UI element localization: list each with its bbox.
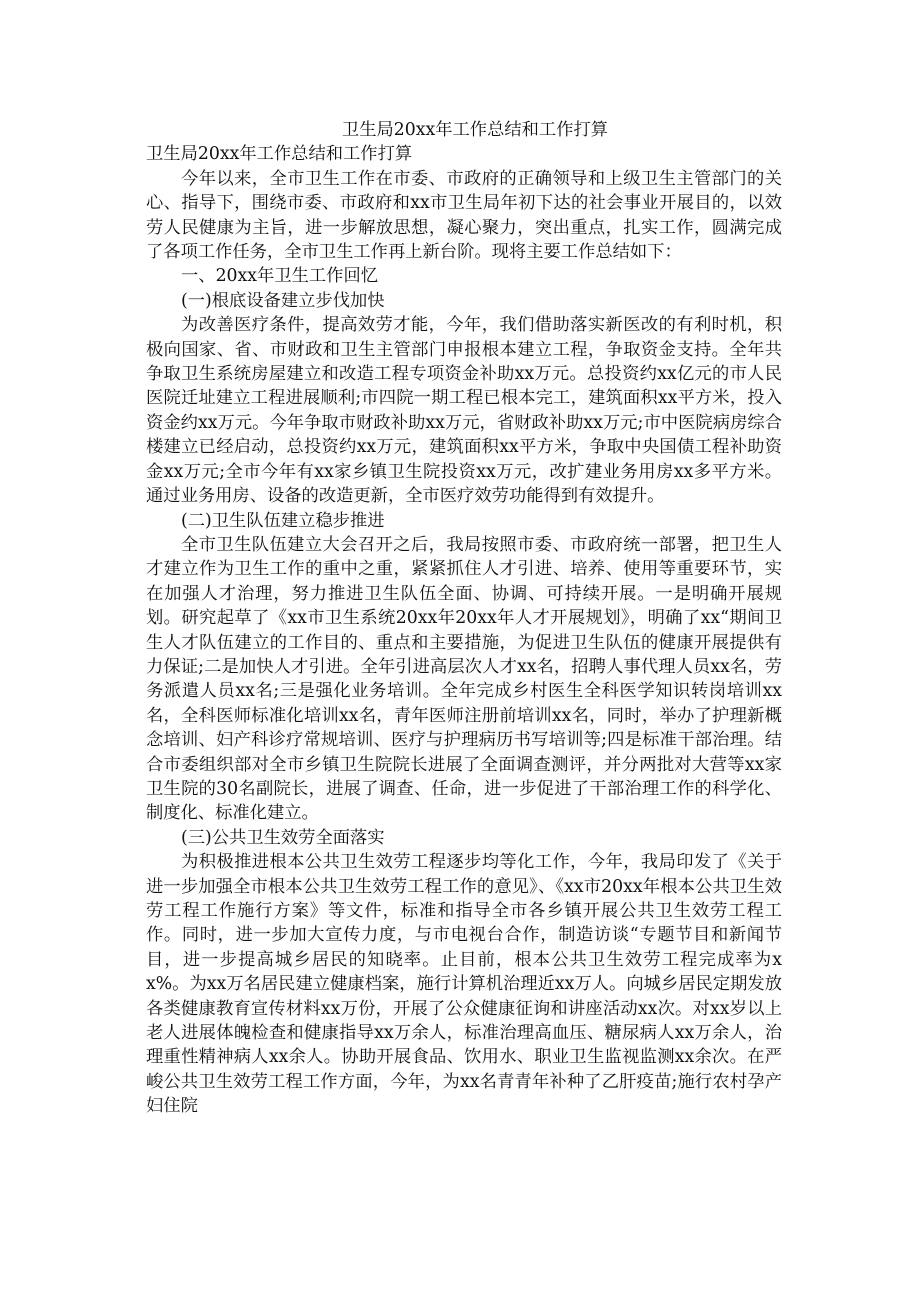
subsection-paragraph-1: 为改善医疗条件，提高效劳才能，今年，我们借助落实新医改的有利时机，积极向国家、省、市财政和卫生主管部门申报根本建立工程，争取资金支持。全年共争取卫生系统房屋建立和改造工程专项资金补助xx万元。总投资约xx亿元的市人民医院迁址建立工程进展顺利;市四院一期工程已根本完工，建筑面积xx平方米，投入资金约xx万元。今年争取市财政补助xx万元，省财政补助xx万元;市中医院病房综合楼建立已经启动，总投资约xx万元，建筑面积xx平方米，争取中央国债工程补助资金xx万元;全市今年有xx家乡镇卫生院投资xx万元，改扩建业务用房xx多平方米。通过业务用房、设备的改造更新，全市医疗效劳功能得到有效提升。 [146,315,782,507]
subsection-heading-3: (三)公共卫生效劳全面落实 [181,827,385,848]
document-body [146,118,782,1119]
subsection-heading-2: (二)卫生队伍建立稳步推进 [181,510,385,531]
subsection-paragraph-2: 全市卫生队伍建立大会召开之后，我局按照市委、市政府统一部署，把卫生人才建立作为卫生工作的重中之重，紧紧抓住人才引进、培养、使用等重要环节，实在加强人才治理，努力推进卫生队伍全面、协调、可持续开展。一是明确开展规划。研究起草了《xx市卫生系统20xx年20xx年人才开展规划》，明确了xx“期间卫生人才队伍建立的工作目的、重点和主要措施，为促进卫生队伍的健康开展提供有力保证;二是加快人才引进。全年引进高层次人才xx名，招聘人事代理人员xx名，劳务派遣人员xx名;三是强化业务培训。全年完成乡村医生全科医学知识转岗培训xx名，全科医师标准化培训xx名，青年医师注册前培训xx名，同时，举办了护理新概念培训、妇产科诊疗常规培训、医疗与护理病历书写培训等;四是标准干部治理。结合市委组织部对全市乡镇卫生院院长进展了全面调查测评，并分两批对大营等xx家卫生院的30名副院长，进展了调查、任命，进一步促进了干部治理工作的科学化、制度化、标准化建立。 [146,534,782,824]
subsection-paragraph-3: 为积极推进根本公共卫生效劳工程逐步均等化工作，今年，我局印发了《关于进一步加强全市根本公共卫生效劳工程工作的意见》、《xx市20xx年根本公共卫生效劳工程工作施行方案》等文件，标准和指导全市各乡镇开展公共卫生效劳工程工作。同时，进一步加大宣传力度，与市电视台合作，制造访谈“专题节目和新闻节目，进一步提高城乡居民的知晓率。止目前，根本公共卫生效劳工程完成率为xx%。为xx万名居民建立健康档案，施行计算机治理近xx万人。向城乡居民定期发放各类健康教育宣传材料xx万份，开展了公众健康征询和讲座活动xx次。对xx岁以上老人进展体魄检查和健康指导xx万余人，标准治理高血压、糖尿病人xx万余人，治理重性精神病人xx余人。协助开展食品、饮用水、职业卫生监视监测xx余次。在严峻公共卫生效劳工程工作方面，今年，为xx名青青年补种了乙肝疫苗;施行农村孕产妇住院 [146,852,782,1117]
section-heading-1: 一、20xx年卫生工作回忆 [181,266,379,287]
intro-paragraph: 今年以来，全市卫生工作在市委、市政府的正确领导和上级卫生主管部门的关心、指导下，围绕市委、市政府和xx市卫生局年初下达的社会事业开展目的，以效劳人民健康为主旨，进一步解放思想，凝心聚力，突出重点，扎实工作，圆满完成了各项工作任务，全市卫生工作再上新台阶。现将主要工作总结如下： [146,168,782,263]
subsection-heading-1: (一)根底设备建立步伐加快 [181,290,385,311]
document-subtitle: 卫生局20xx年工作总结和工作打算 [146,144,413,165]
document-title: 卫生局20xx年工作总结和工作打算 [341,120,609,140]
